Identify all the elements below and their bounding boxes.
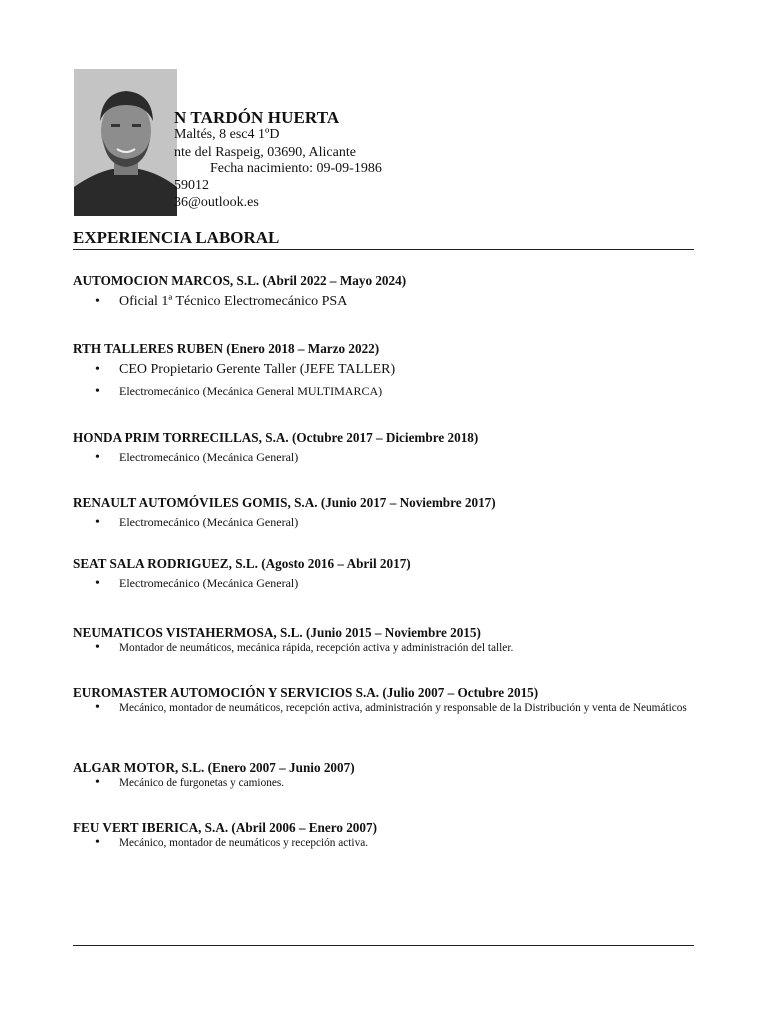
job-entry: [73, 685, 695, 719]
job-entry: [73, 341, 695, 403]
address-city: nte del Raspeig, 03690, Alicante: [174, 145, 356, 160]
job-duties: [73, 641, 695, 655]
section-divider: [73, 249, 694, 250]
job-duties: [73, 293, 695, 310]
job-title: RTH TALLERES RUBEN (Enero 2018 – Marzo 2022): [73, 341, 380, 356]
birth-date: Fecha nacimiento: 09-09-1986: [210, 161, 382, 176]
job-title: AUTOMOCION MARCOS, S.L. (Abril 2022 – Mayo 2024): [73, 273, 407, 288]
job-duty: • Electromecánico (Mecánica General MULTIMARCA): [73, 384, 695, 399]
job-duties: [73, 361, 695, 399]
address-street: Maltés, 8 esc4 1ºD: [174, 127, 280, 142]
page-bottom-divider: [73, 945, 694, 946]
email-address: 36@outlook.es: [174, 195, 259, 210]
job-title: EUROMASTER AUTOMOCIÓN Y SERVICIOS S.A. (Julio 2007 – Octubre 2015): [73, 685, 539, 700]
job-title: SEAT SALA RODRIGUEZ, S.L. (Agosto 2016 – Abril 2017): [73, 556, 411, 571]
job-duty: • Montador de neumáticos, mecánica rápida, recepción activa y administración del taller.: [73, 641, 695, 655]
job-duties: [73, 836, 695, 850]
job-duties: [73, 450, 695, 465]
job-entry: [73, 430, 695, 469]
job-title: RENAULT AUTOMÓVILES GOMIS, S.A. (Junio 2017 – Noviembre 2017): [73, 495, 496, 510]
job-duty: • CEO Propietario Gerente Taller (JEFE TALLER): [73, 361, 695, 378]
phone-number: 59012: [174, 178, 209, 193]
job-duty: • Electromecánico (Mecánica General): [73, 515, 695, 530]
job-title: HONDA PRIM TORRECILLAS, S.A. (Octubre 2017 – Diciembre 2018): [73, 430, 479, 445]
candidate-name: N TARDÓN HUERTA: [174, 108, 340, 127]
job-title: FEU VERT IBERICA, S.A. (Abril 2006 – Enero 2007): [73, 820, 377, 835]
job-duty: • Electromecánico (Mecánica General): [73, 450, 695, 465]
job-duties: [73, 776, 695, 790]
job-entry: [73, 760, 695, 794]
job-entry: [73, 556, 695, 595]
profile-photo: [74, 69, 177, 216]
job-title: NEUMATICOS VISTAHERMOSA, S.L. (Junio 2015 – Noviembre 2015): [73, 625, 481, 640]
job-entry: [73, 820, 695, 854]
job-entry: [73, 625, 695, 659]
job-duties: [73, 576, 695, 591]
job-duty: • Electromecánico (Mecánica General): [73, 576, 695, 591]
job-duty: • Mecánico, montador de neumáticos y recepción activa.: [73, 836, 695, 850]
job-duty: • Mecánico de furgonetas y camiones.: [73, 776, 695, 790]
job-duty: • Oficial 1ª Técnico Electromecánico PSA: [73, 293, 695, 310]
job-duty: • Mecánico, montador de neumáticos, recepción activa, administración y responsable de la Distribución y venta de Neumáticos: [73, 701, 695, 715]
job-title: ALGAR MOTOR, S.L. (Enero 2007 – Junio 2007): [73, 760, 355, 775]
job-duties: [73, 515, 695, 530]
job-entry: [73, 273, 695, 314]
job-duties: [73, 701, 695, 715]
section-title-experience: EXPERIENCIA LABORAL: [73, 228, 280, 247]
job-entry: [73, 495, 695, 534]
